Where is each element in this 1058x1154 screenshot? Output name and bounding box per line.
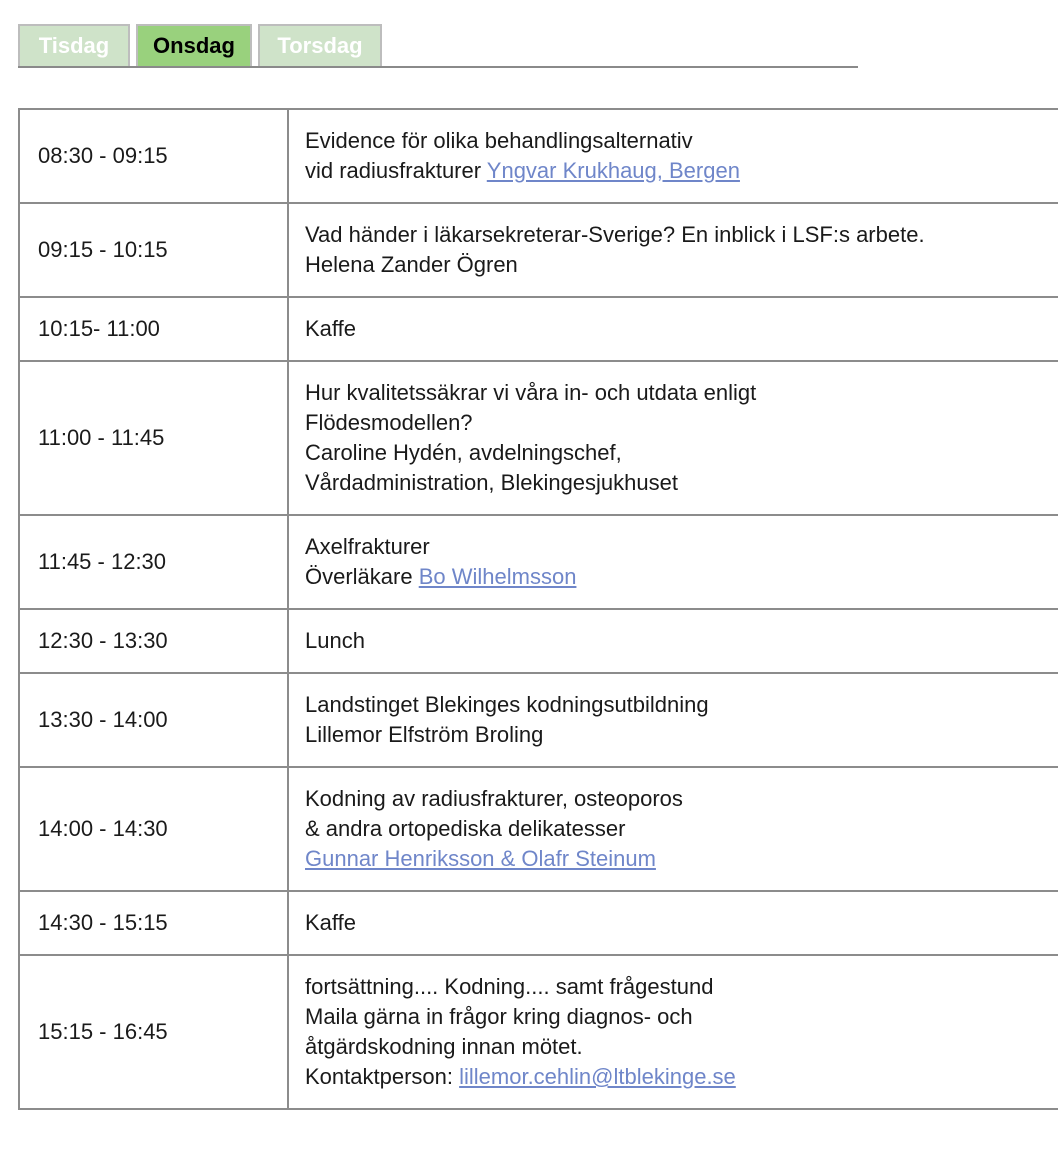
tab-onsdag[interactable]: Onsdag (136, 24, 252, 66)
table-row (19, 891, 1058, 955)
time-cell: 11:00 - 11:45 (19, 361, 288, 515)
session-cell (288, 361, 1058, 515)
tab-torsdag[interactable]: Torsdag (258, 24, 382, 66)
session-cell (288, 955, 1058, 1109)
table-row (19, 673, 1058, 767)
session-text: Kaffe (305, 910, 356, 935)
speaker-link[interactable]: Gunnar Henriksson & Olafr Steinum (305, 846, 656, 871)
time-cell: 13:30 - 14:00 (19, 673, 288, 767)
schedule-table (18, 108, 1058, 1110)
session-text: Landstinget Blekinges kodningsutbildning Lillemor Elfström Broling (305, 692, 709, 747)
day-tabs (18, 24, 858, 68)
table-row (19, 609, 1058, 673)
session-text: Evidence för olika behandlingsalternativ vid radiusfrakturer (305, 128, 693, 183)
table-row (19, 109, 1058, 203)
time-cell: 11:45 - 12:30 (19, 515, 288, 609)
session-text: fortsättning.... Kodning.... samt frågestund Maila gärna in frågor kring diagnos- och åtgärdskodning innan mötet. Kontaktperson: (305, 974, 714, 1089)
speaker-link[interactable]: Bo Wilhelmsson (418, 564, 577, 589)
time-cell: 09:15 - 10:15 (19, 203, 288, 297)
table-row (19, 955, 1058, 1109)
tab-tisdag[interactable]: Tisdag (18, 24, 130, 66)
time-cell: 14:30 - 15:15 (19, 891, 288, 955)
session-text: Axelfrakturer Överläkare (305, 534, 430, 589)
table-row (19, 361, 1058, 515)
session-text: Vad händer i läkarsekreterar-Sverige? En inblick i LSF:s arbete. Helena Zander Ögren (305, 222, 925, 277)
table-row (19, 515, 1058, 609)
session-text: Kodning av radiusfrakturer, osteoporos & andra ortopediska delikatesser (305, 786, 683, 841)
session-cell (288, 297, 1058, 361)
time-cell: 12:30 - 13:30 (19, 609, 288, 673)
session-cell (288, 609, 1058, 673)
time-cell: 14:00 - 14:30 (19, 767, 288, 891)
session-text: Hur kvalitetssäkrar vi våra in- och utdata enligt Flödesmodellen? Caroline Hydén, avdelningschef, Vårdadministration, Blekingesjukhuset (305, 380, 757, 495)
session-cell (288, 109, 1058, 203)
table-row (19, 767, 1058, 891)
session-cell (288, 891, 1058, 955)
time-cell: 10:15- 11:00 (19, 297, 288, 361)
table-row (19, 297, 1058, 361)
session-cell (288, 203, 1058, 297)
session-cell (288, 767, 1058, 891)
speaker-link[interactable]: Yngvar Krukhaug, Bergen (486, 158, 740, 183)
session-text: Kaffe (305, 316, 356, 341)
time-cell: 08:30 - 09:15 (19, 109, 288, 203)
session-cell (288, 673, 1058, 767)
session-text: Lunch (305, 628, 365, 653)
time-cell: 15:15 - 16:45 (19, 955, 288, 1109)
table-row (19, 203, 1058, 297)
session-cell (288, 515, 1058, 609)
contact-email-link[interactable]: lillemor.cehlin@ltblekinge.se (459, 1064, 736, 1089)
